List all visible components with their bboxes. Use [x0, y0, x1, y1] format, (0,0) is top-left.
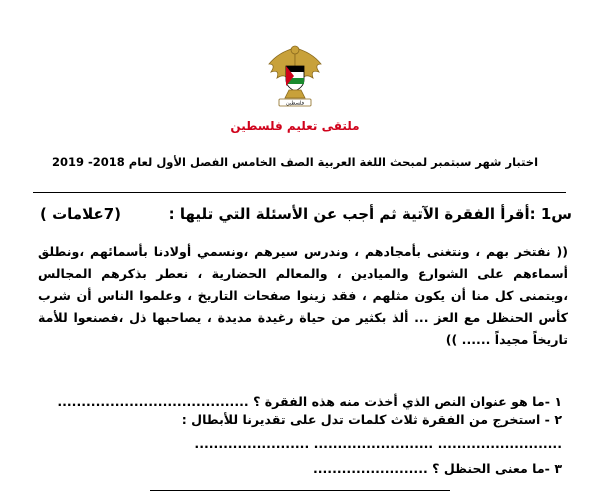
forum-name: ملتقى تعليم فلسطين: [230, 119, 360, 133]
question-item-3: ٣ -ما معنى الحنظل ؟ ........................: [312, 461, 562, 476]
header-divider: [33, 192, 566, 193]
question-item-2: ٢ - استخرج من الفقرة ثلاث كلمات تدل على تقديرنا للأبطال :: [181, 412, 562, 427]
answer-blanks: .......................... ......................... ........................: [194, 436, 562, 451]
bottom-divider: [150, 490, 450, 491]
palestine-emblem-icon: [263, 40, 327, 110]
emblem-label: فلسطين: [286, 100, 304, 107]
question-item-1: ١ -ما هو عنوان النص الذي أخذت منه هذه الفقرة ؟ ........................................: [57, 394, 562, 409]
question-1-prompt: س1 :أقرأ الفقرة الآتية ثم أجب عن الأسئلة التي تليها :: [168, 205, 572, 223]
reading-passage: (( نفتخر بهم ، ونتغنى بأمجادهم ، وندرس سيرهم ،ونسمي أولادنا بأسمائهم ،ونطلق أسماءهم على الشوارع والميادين ، والمعالم الحضارية ، نعطر بذكرهم المجالس ،ويتمنى كل منا أن يكون مثلهم ، فقد زينوا صفحات التاريخ ، وعلموا الناس أن شرب كأس الحنظل مع العز ... ألذ بكثير من حياة رغيدة مديدة ، يصاحبها ذل ،فصنعوا للأمة تاريخاً مجيداً ...... )): [38, 244, 568, 347]
exam-title: اختبار شهر سبتمبر لمبحث اللغة العربية الصف الخامس الفصل الأول لعام 2018- 2019: [51, 155, 539, 169]
question-1-marks: (7علامات ): [40, 205, 122, 223]
question-1-heading: [40, 205, 572, 223]
